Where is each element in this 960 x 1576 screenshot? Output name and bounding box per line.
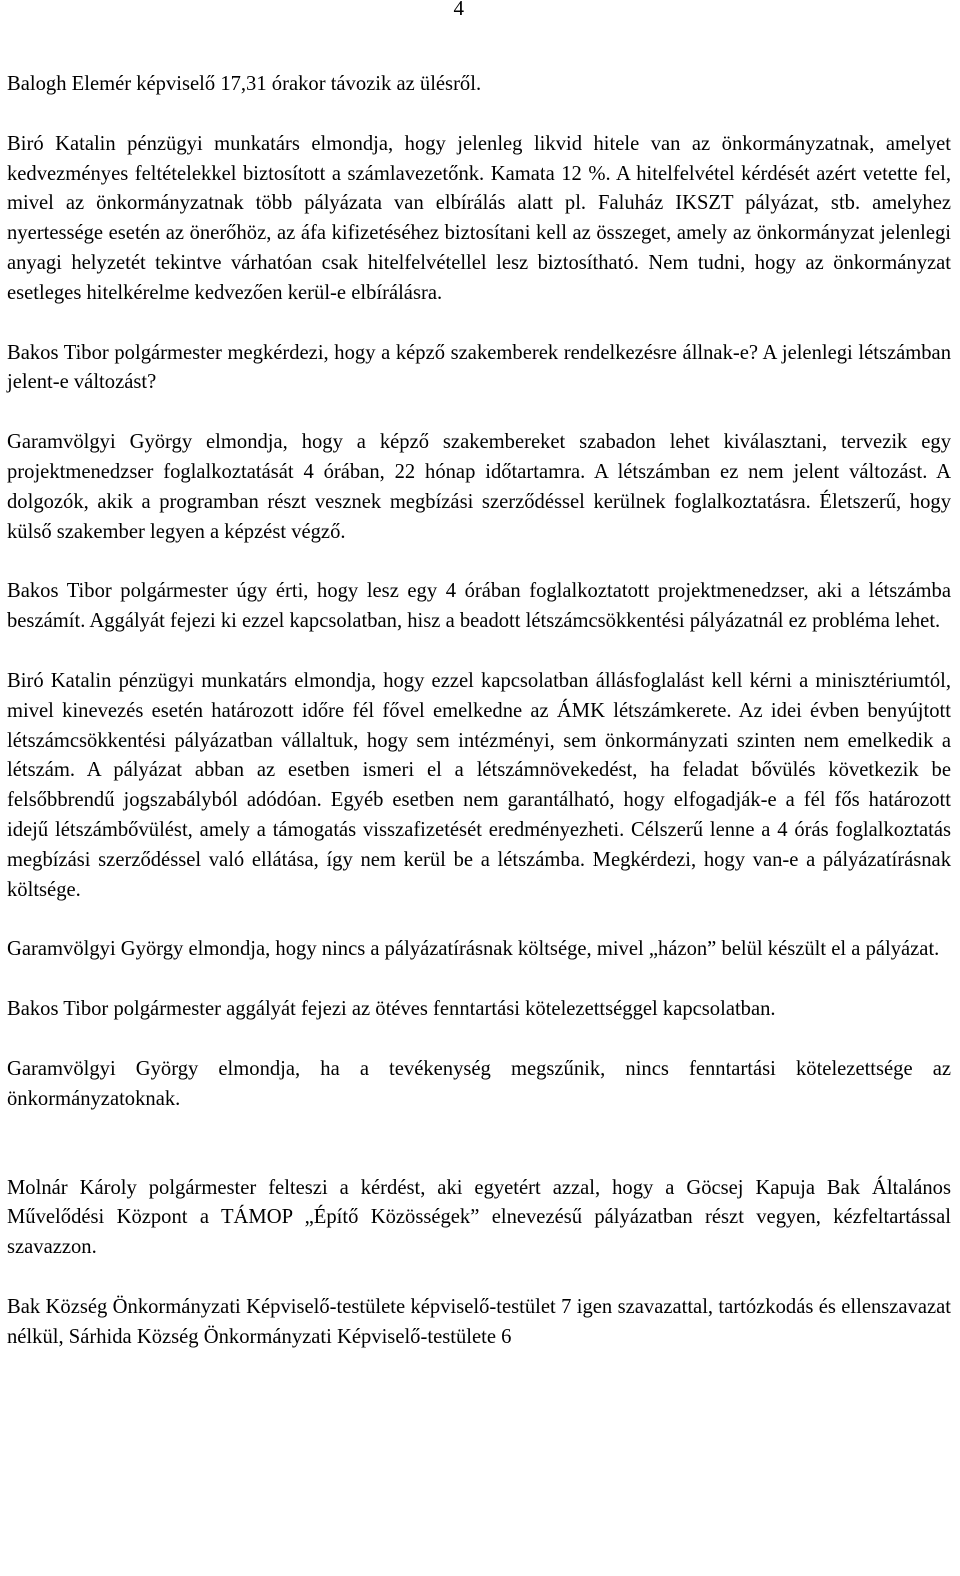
paragraph-garamvolgyi-cost: Garamvölgyi György elmondja, hogy nincs a pályázatírásnak költsége, mivel „házon” belül készült el a pályázat. (7, 938, 940, 961)
paragraph-vote-result: Bak Község Önkormányzati Képviselő-testülete képviselő-testület 7 igen szavazattal, tartózkodás és ellenszavazat nélkül, Sárhida Község Önkormányzati Képviselő-testülete 6 (7, 1295, 951, 1348)
paragraph-molnar-vote: Molnár Károly polgármester felteszi a kérdést, aki egyetért azzal, hogy a Göcsej Kapuja Bak Általános Művelődési Központ a TÁMOP „Építő Közösségek” elnevezésű pályázatban részt vegyen, kézfeltartással szavazzon. (7, 1176, 951, 1259)
paragraph-bakos-sustainability: Bakos Tibor polgármester aggályát fejezi az ötéves fenntartási kötelezettséggel kapcsolatban. (7, 998, 776, 1021)
paragraph-bakos-project-manager: Bakos Tibor polgármester úgy érti, hogy lesz egy 4 órában foglalkoztatott projektmenedzser, aki a létszámba beszámít. Aggályát fejezi ki ezzel kapcsolatban, hisz a beadott létszámcsökkentési pályázatnál ez probléma lehet. (7, 580, 951, 633)
paragraph-garamvolgyi-obligation: Garamvölgyi György elmondja, ha a tevékenység megszűnik, nincs fenntartási kötelezettsége az önkormányzatoknak. (7, 1057, 951, 1110)
minutes-body (7, 70, 951, 1383)
page-number: 4 (453, 0, 464, 20)
paragraph-biro-credit: Biró Katalin pénzügyi munkatárs elmondja, hogy jelenleg likvid hitele van az önkormányzatnak, amelyet kedvezményes feltételekkel biztosított a számlavezetőnk. Kamata 12 %. A hitelfelvétel kérdését azért vetette fel, mivel az önkormányzatnak több pályázata van elbírálás alatt pl. Faluház IKSZT pályázat, stb. amelyhez nyertessége esetén az önerőhöz, az áfa kifizetéséhez biztosítani kell az összeget, amely az önkormányzat jelenlegi anyagi helyzetét tekintve várhatóan csak hitelfelvétellel lesz biztosítható. Nem tudni, hogy az önkormányzat esetleges hitelkérelme kedvezően kerül-e elbírálásra. (7, 132, 951, 304)
paragraph-garamvolgyi-trainers: Garamvölgyi György elmondja, hogy a képző szakembereket szabadon lehet kiválasztani, tervezik egy projektmenedzser foglalkoztatását 4 órában, 22 hónap időtartamra. A létszámban ez nem jelent változást. A dolgozók, akik a programban részt vesznek megbízási szerződéssel kerülnek foglalkoztatásra. Életszerű, hogy külső szakember legyen a képzést végző. (7, 431, 951, 543)
paragraph-biro-headcount: Biró Katalin pénzügyi munkatárs elmondja, hogy ezzel kapcsolatban állásfoglalást kell kérni a minisztériumtól, mivel kinevezés esetén határozott időre fél fővel emelkedne az ÁMK létszámkerete. Az idei évben benyújtott létszámcsökkentési pályázatban vállaltuk, hogy sem intézményi, sem önkormányzati szinten nem emelkedik a létszám. A pályázat abban az esetben ismeri el a létszámnövekedést, ha feladat bővülés következik be felsőbbrendű jogszabályból adódóan. Egyéb esetben nem garantálható, hogy elfogadják-e a fél fős határozott idejű létszámbővülést, amely a támogatás visszafizetését eredményezheti. Célszerű lenne a 4 órás foglalkoztatás megbízási szerződéssel való ellátása, így nem kerül be a létszámba. Megkérdezi, hogy van-e a pályázatírásnak költsége. (7, 669, 951, 901)
paragraph-departure: Balogh Elemér képviselő 17,31 órakor távozik az ülésről. (7, 73, 482, 95)
paragraph-bakos-question: Bakos Tibor polgármester megkérdezi, hogy a képző szakemberek rendelkezésre állnak-e? A jelenlegi létszámban jelent-e változást? (7, 341, 951, 394)
